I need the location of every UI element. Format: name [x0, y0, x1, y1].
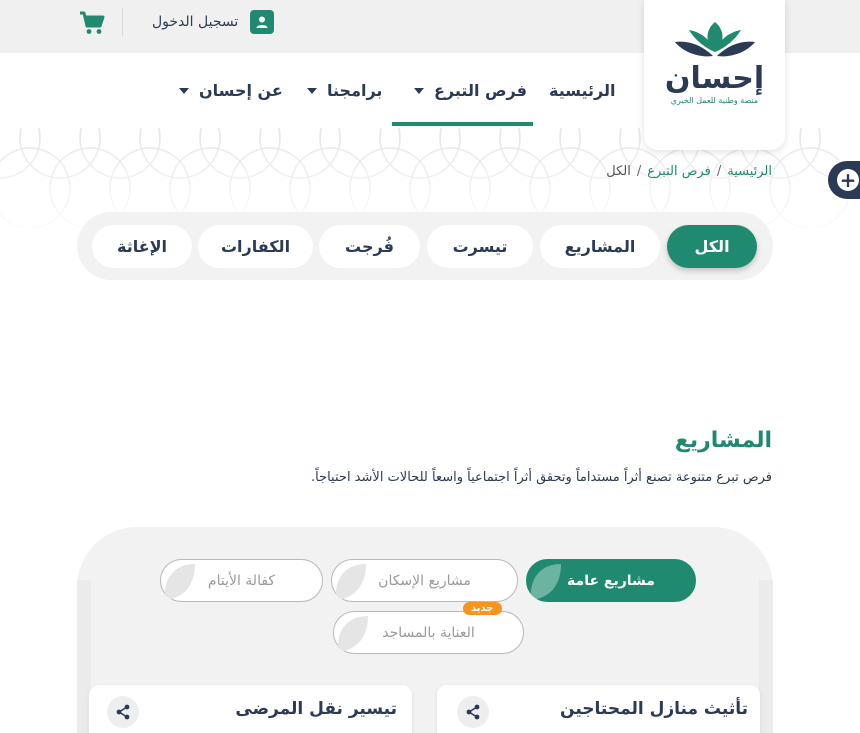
topbar-divider — [122, 8, 123, 36]
tab-all[interactable]: الكل — [667, 225, 757, 268]
section-description: فرص تبرع متنوعة تصنع أثراً مستداماً وتحقق أثراً اجتماعياً واسعاً للحالات الأشد احتياجاً. — [310, 470, 772, 485]
share-button[interactable] — [457, 696, 489, 728]
brand-name: إحسان — [664, 61, 765, 96]
subtab-label: كفالة الأيتام — [207, 572, 276, 589]
subtab-label: مشاريع عامة — [567, 572, 655, 589]
share-button[interactable] — [107, 696, 139, 728]
breadcrumb-separator: / — [636, 164, 642, 179]
project-card-title: تأثيث منازل المحتاجين — [560, 699, 748, 719]
nav-item-label: عن إحسان — [199, 81, 283, 100]
leaf-decoration-icon — [334, 612, 370, 655]
chevron-down-icon — [414, 88, 424, 94]
brand-logo[interactable] — [644, 0, 785, 150]
chevron-down-icon — [179, 88, 189, 94]
tab-furijat[interactable]: فُرجت — [319, 225, 420, 268]
tab-kaffarat[interactable]: الكفارات — [198, 225, 313, 268]
nav-item-label: الرئيسية — [549, 81, 616, 100]
nav-item-label: برامجنا — [327, 81, 383, 100]
subtab-general-projects[interactable] — [526, 559, 696, 602]
chevron-down-icon — [307, 88, 317, 94]
share-icon — [465, 704, 481, 720]
nav-item-programs[interactable] — [307, 53, 382, 128]
project-card[interactable] — [89, 685, 412, 733]
subtab-housing-projects[interactable] — [331, 559, 518, 602]
leaf-logo-icon — [673, 18, 757, 60]
login-label: تسجيل الدخول — [152, 14, 239, 30]
tab-taysarat[interactable]: تيسرت — [427, 225, 533, 268]
breadcrumb-parent[interactable]: فرص التبرع — [647, 164, 711, 179]
breadcrumb-current: الكل — [606, 164, 631, 179]
new-badge: جديد — [463, 602, 502, 615]
subtab-orphan-sponsorship[interactable] — [160, 559, 323, 602]
subtab-label: العناية بالمساجد — [382, 624, 475, 641]
nav-item-label: فرص التبرع — [434, 81, 527, 100]
share-icon — [115, 704, 131, 720]
plus-icon: + — [837, 169, 859, 191]
tab-projects[interactable]: المشاريع — [540, 225, 660, 268]
section-title: المشاريع — [674, 428, 772, 453]
nav-item-about[interactable] — [179, 53, 283, 128]
subtab-label: مشاريع الإسكان — [378, 572, 471, 589]
panel-edge — [759, 580, 773, 733]
cart-icon[interactable] — [78, 10, 106, 36]
leaf-decoration-icon — [527, 560, 563, 603]
brand-tagline: منصة وطنية للعمل الخيري — [670, 96, 759, 105]
user-icon — [250, 10, 274, 34]
project-card-title: تيسير نقل المرضى — [235, 699, 397, 719]
category-tabs — [77, 212, 773, 280]
tab-relief[interactable]: الإغاثة — [92, 225, 192, 268]
nav-active-indicator — [392, 122, 533, 126]
project-card[interactable] — [437, 685, 760, 733]
floating-plus-button[interactable] — [828, 161, 860, 199]
breadcrumb-separator: / — [716, 164, 722, 179]
nav-item-home[interactable] — [549, 53, 616, 128]
subtab-mosque-care[interactable] — [333, 603, 524, 654]
leaf-decoration-icon — [332, 560, 368, 603]
leaf-decoration-icon — [161, 560, 197, 603]
login-link[interactable] — [152, 9, 274, 35]
nav-item-donation-opportunities[interactable] — [414, 53, 527, 128]
breadcrumb — [606, 164, 772, 179]
breadcrumb-home[interactable]: الرئيسية — [727, 164, 772, 179]
